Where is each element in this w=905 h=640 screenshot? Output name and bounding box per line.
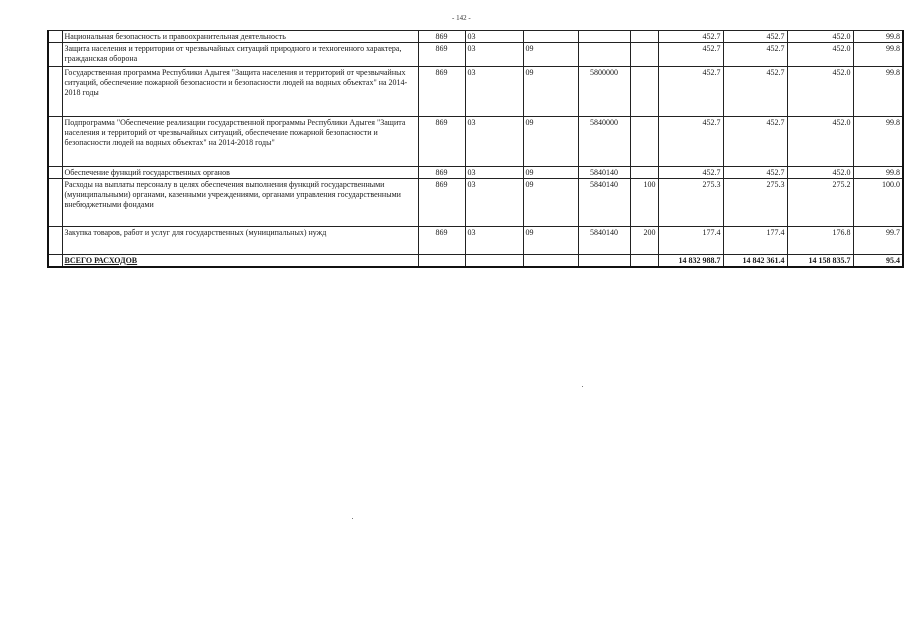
row-marker-cell — [48, 43, 62, 67]
row-ved: 869 — [418, 167, 465, 179]
row-fact: 452.0 — [787, 67, 853, 117]
row-ved: 869 — [418, 179, 465, 227]
row-vr — [630, 167, 658, 179]
row-fact: 452.0 — [787, 117, 853, 167]
row-vr — [630, 67, 658, 117]
row-marker-cell — [48, 255, 62, 268]
table-row — [48, 167, 903, 179]
row-pr — [523, 31, 578, 43]
row-pct: 99.8 — [853, 31, 903, 43]
row-csr: 5840140 — [578, 167, 630, 179]
row-rz: 03 — [465, 117, 523, 167]
row-rz: 03 — [465, 67, 523, 117]
row-pct: 99.8 — [853, 117, 903, 167]
row-name: Расходы на выплаты персоналу в целях обеспечения выполнения функций государственными (муниципальными) органами, казенными учреждениями, органами управления государственными внебюджетными фондами — [62, 179, 418, 227]
row-plan1: 177.4 — [658, 227, 723, 255]
total-csr — [578, 255, 630, 268]
row-fact: 275.2 — [787, 179, 853, 227]
row-vr — [630, 43, 658, 67]
row-fact: 452.0 — [787, 167, 853, 179]
scan-speck — [352, 518, 353, 519]
total-pr — [523, 255, 578, 268]
row-plan2: 452.7 — [723, 67, 787, 117]
row-name: Обеспечение функций государственных органов — [62, 167, 418, 179]
row-ved: 869 — [418, 117, 465, 167]
table-row — [48, 179, 903, 227]
table-row — [48, 117, 903, 167]
table-row — [48, 227, 903, 255]
row-csr — [578, 31, 630, 43]
row-pr: 09 — [523, 43, 578, 67]
row-name: Национальная безопасность и правоохранительная деятельность — [62, 31, 418, 43]
total-rz — [465, 255, 523, 268]
row-name: Закупка товаров, работ и услуг для государственных (муниципальных) нужд — [62, 227, 418, 255]
row-fact: 452.0 — [787, 31, 853, 43]
row-plan1: 452.7 — [658, 67, 723, 117]
row-pr: 09 — [523, 227, 578, 255]
row-ved: 869 — [418, 43, 465, 67]
row-marker-cell — [48, 167, 62, 179]
row-rz: 03 — [465, 227, 523, 255]
row-plan1: 452.7 — [658, 43, 723, 67]
row-rz: 03 — [465, 179, 523, 227]
row-pr: 09 — [523, 117, 578, 167]
row-pct: 99.8 — [853, 67, 903, 117]
row-plan2: 452.7 — [723, 31, 787, 43]
expenditure-table — [47, 30, 904, 268]
row-marker-cell — [48, 117, 62, 167]
total-fact: 14 158 835.7 — [787, 255, 853, 268]
total-pct: 95.4 — [853, 255, 903, 268]
row-plan1: 452.7 — [658, 31, 723, 43]
row-fact: 452.0 — [787, 43, 853, 67]
row-plan1: 452.7 — [658, 117, 723, 167]
page-number: - 142 - — [452, 14, 471, 22]
row-vr: 100 — [630, 179, 658, 227]
row-plan2: 275.3 — [723, 179, 787, 227]
row-name: Защита населения и территории от чрезвычайных ситуаций природного и техногенного характера, гражданская оборона — [62, 43, 418, 67]
row-plan2: 452.7 — [723, 117, 787, 167]
row-pct: 99.7 — [853, 227, 903, 255]
row-ved: 869 — [418, 67, 465, 117]
row-marker-cell — [48, 227, 62, 255]
total-plan2: 14 842 361.4 — [723, 255, 787, 268]
row-ved: 869 — [418, 227, 465, 255]
row-csr: 5840000 — [578, 117, 630, 167]
row-pr: 09 — [523, 167, 578, 179]
row-name: Подпрограмма "Обеспечение реализации государственной программы Республики Адыгея "Защита населения и территорий от чрезвычайных ситуаций, обеспечение пожарной безопасности и безопасности людей на водных объектах" на 2014-2018 годы" — [62, 117, 418, 167]
row-plan2: 177.4 — [723, 227, 787, 255]
row-marker-cell — [48, 67, 62, 117]
row-rz: 03 — [465, 43, 523, 67]
total-row — [48, 255, 903, 268]
row-vr — [630, 31, 658, 43]
row-ved: 869 — [418, 31, 465, 43]
row-pct: 99.8 — [853, 43, 903, 67]
row-rz: 03 — [465, 167, 523, 179]
row-csr: 5840140 — [578, 227, 630, 255]
row-name: Государственная программа Республики Адыгея "Защита населения и территорий от чрезвычайных ситуаций, обеспечение пожарной безопасности и безопасности людей на водных объектах" на 2014-2018 годы — [62, 67, 418, 117]
scan-speck — [582, 386, 583, 387]
row-rz: 03 — [465, 31, 523, 43]
row-vr: 200 — [630, 227, 658, 255]
row-pr: 09 — [523, 179, 578, 227]
row-marker-cell — [48, 31, 62, 43]
row-fact: 176.8 — [787, 227, 853, 255]
row-marker-cell — [48, 179, 62, 227]
row-pct: 100.0 — [853, 179, 903, 227]
row-csr — [578, 43, 630, 67]
table-row — [48, 31, 903, 43]
total-ved — [418, 255, 465, 268]
total-plan1: 14 832 988.7 — [658, 255, 723, 268]
row-pct: 99.8 — [853, 167, 903, 179]
row-csr: 5800000 — [578, 67, 630, 117]
row-plan1: 452.7 — [658, 167, 723, 179]
row-plan2: 452.7 — [723, 43, 787, 67]
table-row — [48, 43, 903, 67]
row-pr: 09 — [523, 67, 578, 117]
row-plan1: 275.3 — [658, 179, 723, 227]
total-vr — [630, 255, 658, 268]
row-vr — [630, 117, 658, 167]
table-row — [48, 67, 903, 117]
total-label: ВСЕГО РАСХОДОВ — [62, 255, 418, 268]
row-csr: 5840140 — [578, 179, 630, 227]
row-plan2: 452.7 — [723, 167, 787, 179]
